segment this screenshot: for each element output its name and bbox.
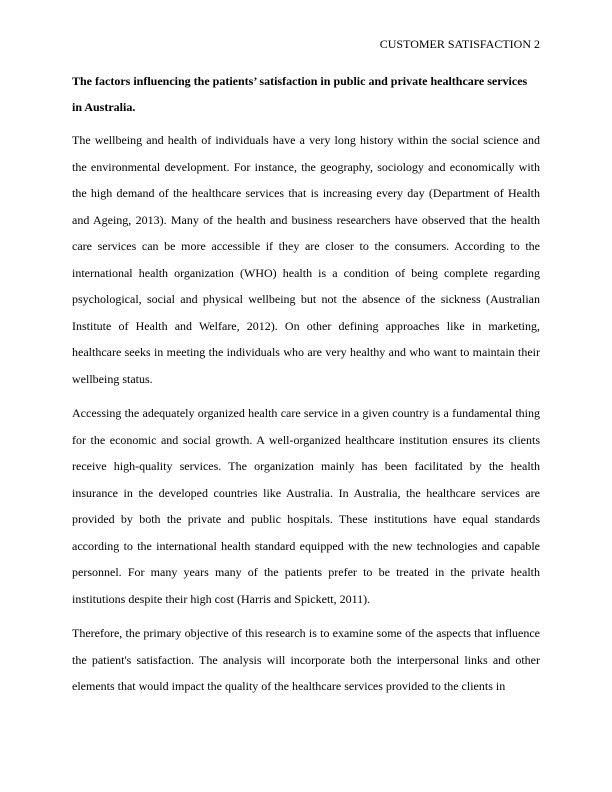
- document-body: [72, 68, 540, 708]
- paragraph-access: Accessing the adequately organized health care service in a given country is a fundamental thing for the economic and social growth. A well-organized healthcare institution ensures its clients receive high-quality services. The organization mainly has been facilitated by the health insurance in the developed countries like Australia. In Australia, the healthcare services are provided by both the private and public hospitals. These institutions have equal standards according to the international health standard equipped with the new technologies and capable personnel. For many years many of the patients prefer to be treated in the private health institutions despite their high cost (Harris and Spickett, 2011).: [72, 406, 540, 606]
- paragraph-intro: The wellbeing and health of individuals have a very long history within the social science and the environmental development. For instance, the geography, sociology and economically with the high demand of the healthcare services that is increasing every day (Department of Health and Ageing, 2013). Many of the health and business researchers have observed that the health care services can be more accessible if they are closer to the consumers. According to the international health organization (WHO) health is a condition of being complete regarding psychological, social and physical wellbeing but not the absence of the sickness (Australian Institute of Health and Welfare, 2012). On other defining approaches like in marketing, healthcare seeks in meeting the individuals who are very healthy and who want to maintain their wellbeing status.: [72, 133, 540, 386]
- running-head: CUSTOMER SATISFACTION 2: [379, 37, 540, 51]
- document-title: The factors influencing the patients’ satisfaction in public and private healthcare services in Australia.: [72, 74, 528, 114]
- paragraph-objective: Therefore, the primary objective of this research is to examine some of the aspects that influence the patient's satisfaction. The analysis will incorporate both the interpersonal links and other elements that would impact the quality of the healthcare services provided to the clients in: [72, 626, 540, 693]
